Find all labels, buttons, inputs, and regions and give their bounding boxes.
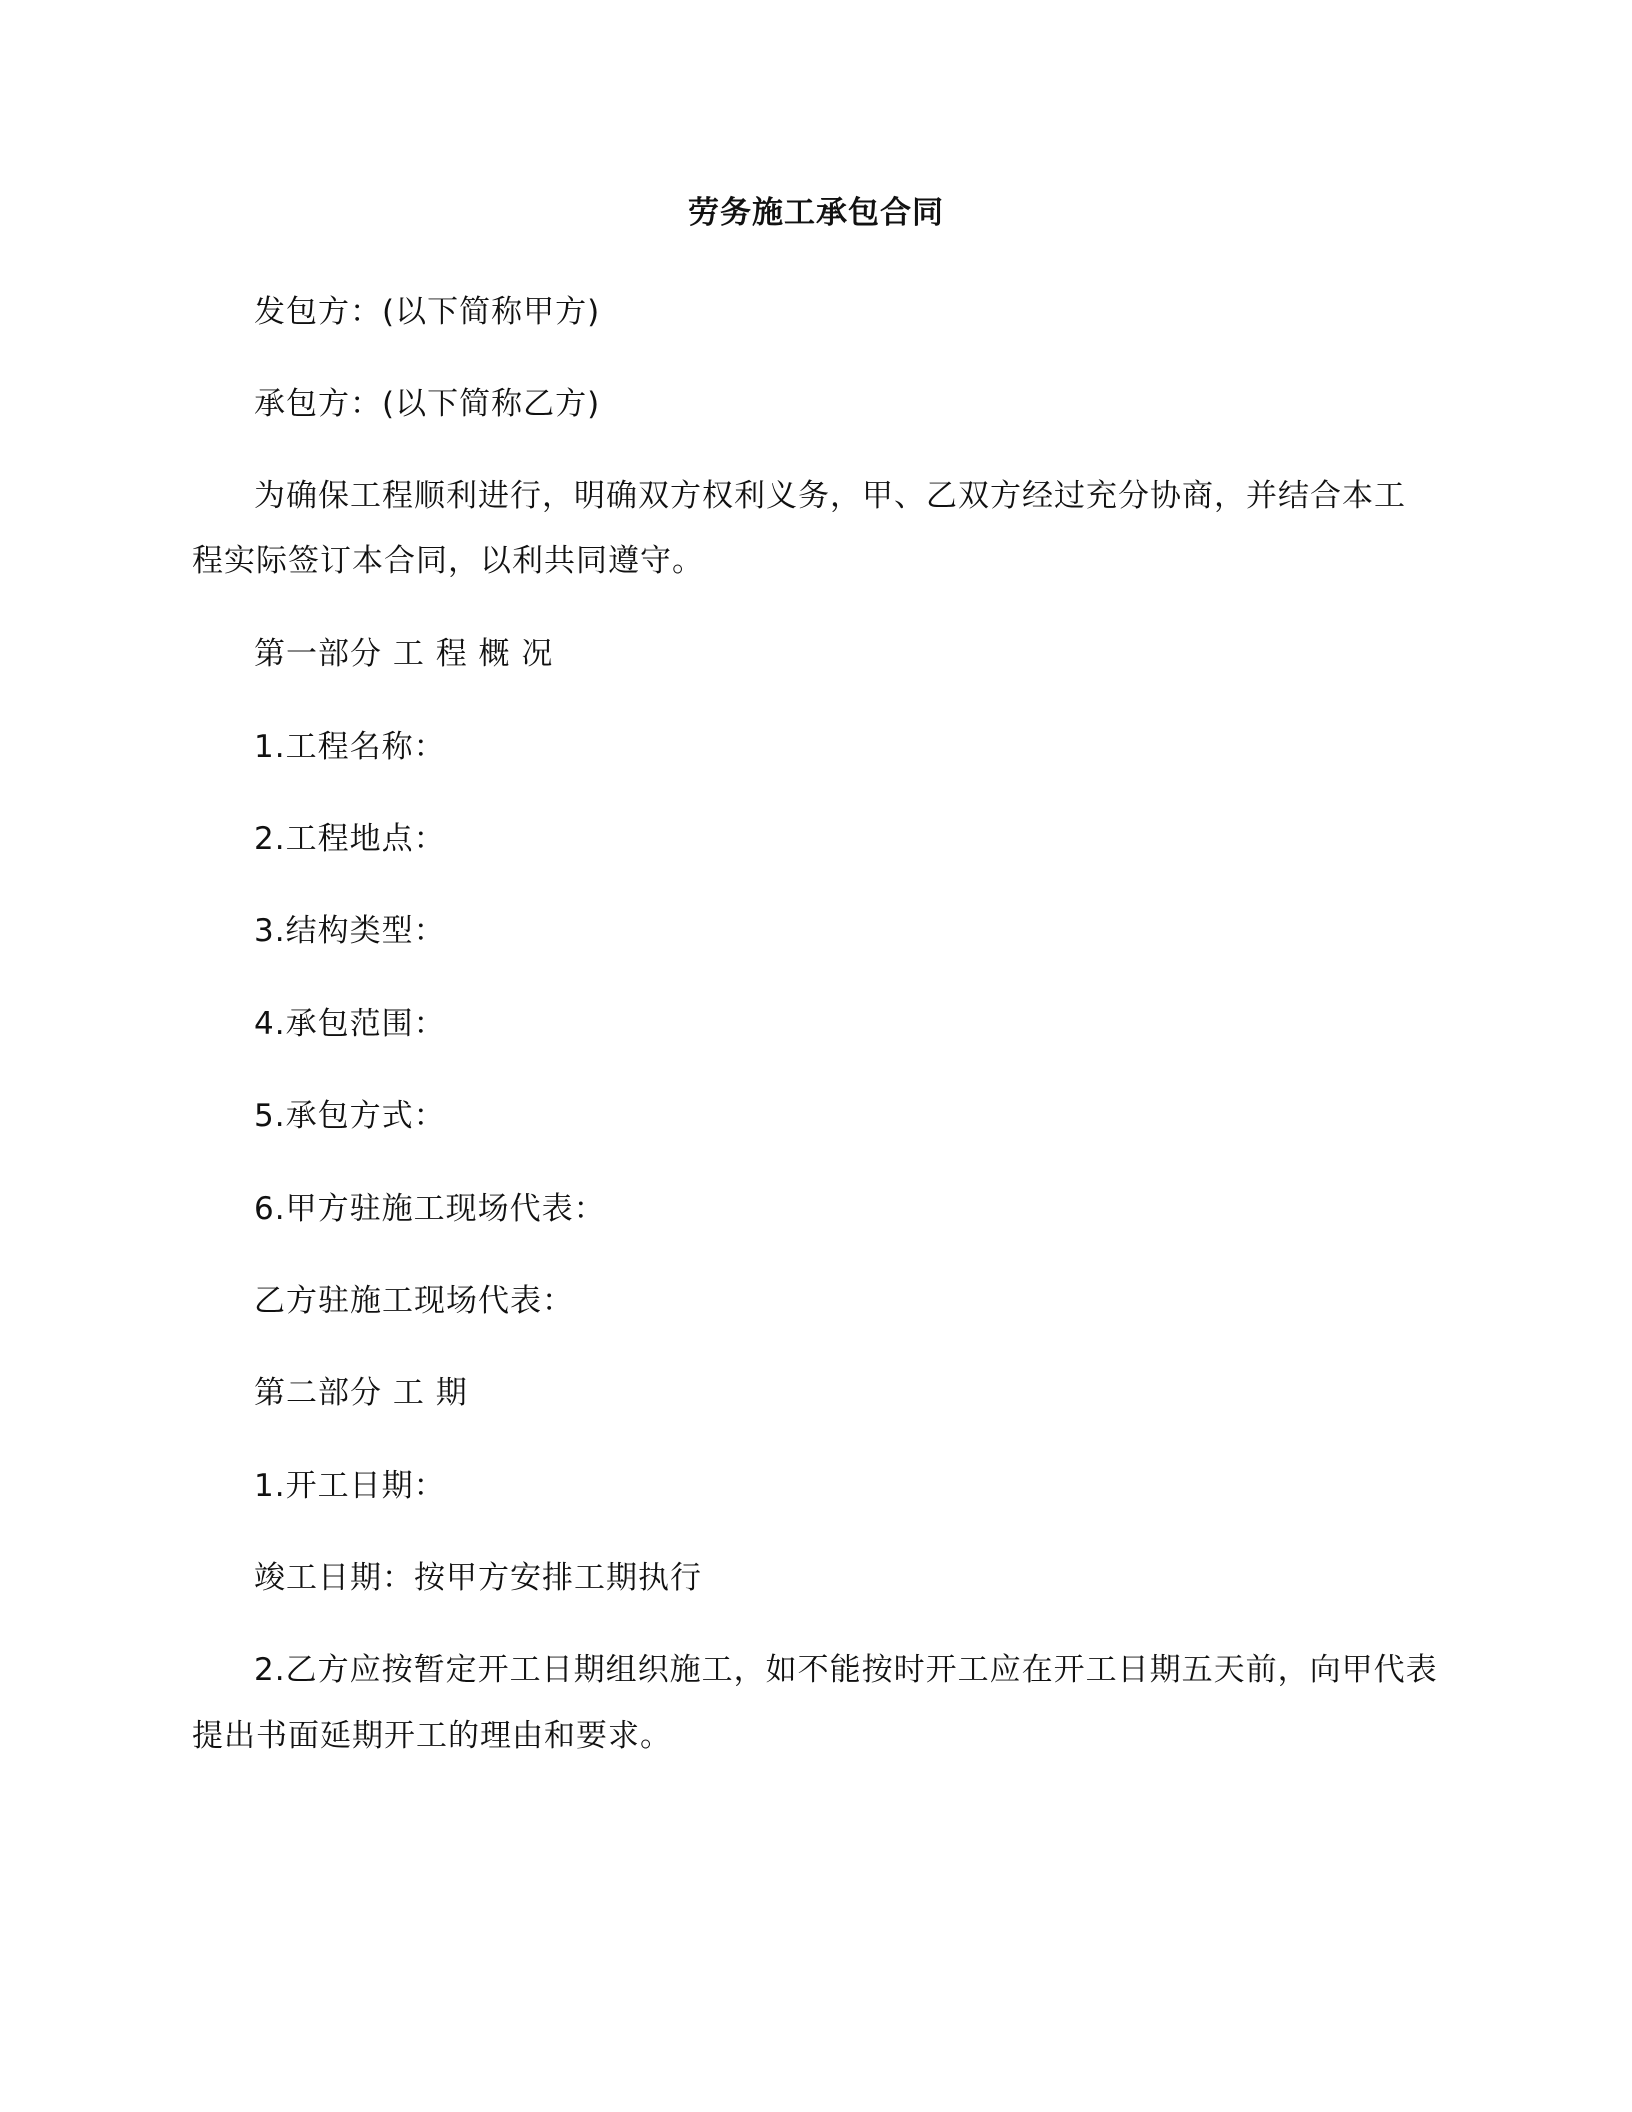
part1-heading: 第一部分 工 程 概 况: [254, 636, 554, 672]
intro-paragraph-line-2: 程实际签订本合同，以利共同遵守。: [192, 543, 704, 579]
item-party-b-rep: 乙方驻施工现场代表：: [254, 1283, 574, 1319]
item-project-name: 1.工程名称：: [254, 729, 446, 765]
clause-2-line-1: 2.乙方应按暂定开工日期组织施工，如不能按时开工应在开工日期五天前，向甲代表: [254, 1652, 1438, 1688]
item-project-location: 2.工程地点：: [254, 821, 446, 857]
item-contract-method: 5.承包方式：: [254, 1098, 446, 1134]
completion-date-line: 竣工日期：按甲方安排工期执行: [254, 1560, 702, 1596]
item-structure-type: 3.结构类型：: [254, 913, 446, 949]
party-b-line: 承包方：(以下简称乙方): [254, 386, 601, 422]
intro-paragraph-line-1: 为确保工程顺利进行，明确双方权利义务，甲、乙双方经过充分协商，并结合本工: [254, 478, 1406, 514]
document-title: 劳务施工承包合同: [688, 195, 944, 231]
start-date-line: 1.开工日期：: [254, 1468, 446, 1504]
item-party-a-rep: 6.甲方驻施工现场代表：: [254, 1191, 606, 1227]
part2-heading: 第二部分 工 期: [254, 1375, 468, 1411]
item-contract-scope: 4.承包范围：: [254, 1006, 446, 1042]
clause-2-line-2: 提出书面延期开工的理由和要求。: [192, 1718, 672, 1754]
party-a-line: 发包方：(以下简称甲方): [254, 294, 601, 330]
